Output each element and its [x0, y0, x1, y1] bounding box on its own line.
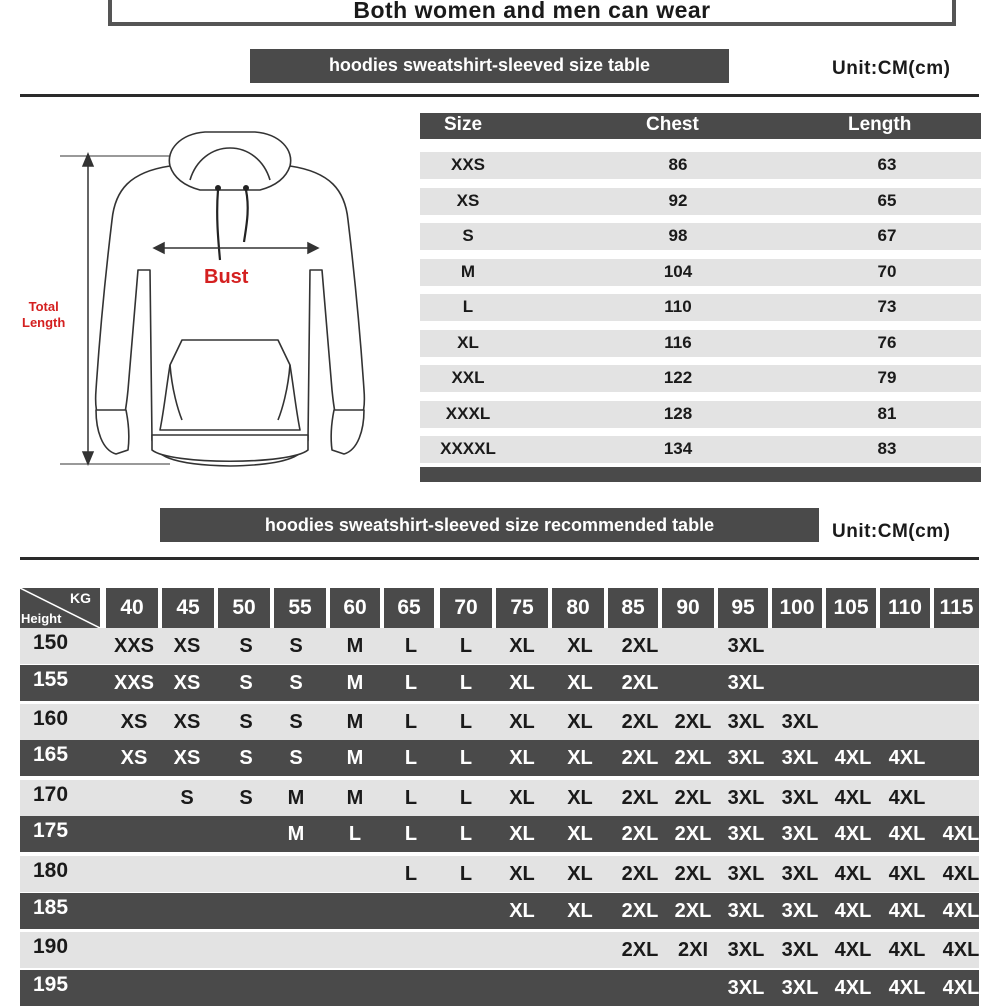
- size-chest-cell: 122: [663, 368, 693, 387]
- size-cell: 4XL: [834, 787, 872, 809]
- size-cell: 2XL: [674, 823, 712, 845]
- size-cell: 3XL: [727, 823, 765, 845]
- height-cell: 160: [33, 707, 69, 730]
- size-cell: L: [459, 711, 473, 733]
- recommend-table-banner: [160, 508, 819, 542]
- size-cell: 2XL: [674, 787, 712, 809]
- size-length-cell: 65: [877, 190, 897, 210]
- size-cell: 3XL: [781, 863, 819, 885]
- size-cell: 2XL: [621, 672, 659, 694]
- kg-header-cell: 60: [330, 588, 380, 628]
- size-cell: 2XL: [621, 787, 659, 809]
- size-size-cell: XXL: [451, 368, 485, 387]
- divider: [20, 557, 979, 560]
- divider: [20, 94, 979, 97]
- kg-header-cell: 50: [218, 588, 270, 628]
- page-title-text: Both women and men can wear: [353, 0, 711, 23]
- size-cell: L: [459, 863, 473, 885]
- size-size-cell: S: [462, 226, 474, 245]
- table-row: [420, 401, 981, 428]
- size-cell: L: [459, 672, 473, 694]
- size-chest-cell: 116: [664, 332, 692, 352]
- size-table-banner: [250, 49, 729, 83]
- size-cell: L: [459, 823, 473, 845]
- size-cell: 2XL: [621, 747, 659, 769]
- size-chest-cell: 98: [668, 226, 688, 245]
- size-cell: L: [404, 711, 418, 733]
- table-row: [420, 223, 981, 250]
- size-length-cell: 83: [877, 439, 897, 458]
- kg-header-cell: 65: [384, 588, 434, 628]
- size-cell: S: [180, 787, 194, 809]
- size-cell: L: [404, 672, 418, 694]
- table-row: [20, 932, 979, 968]
- header-size: Size: [444, 114, 483, 135]
- size-cell: S: [239, 672, 253, 694]
- size-cell: XL: [567, 672, 593, 694]
- table-row: [20, 704, 979, 740]
- size-cell: 3XL: [781, 977, 819, 999]
- size-cell: 3XL: [727, 747, 765, 769]
- height-cell: 190: [33, 935, 69, 958]
- height-cell: 175: [33, 819, 69, 842]
- size-cell: 4XL: [834, 863, 872, 885]
- size-cell: XL: [509, 787, 535, 809]
- kg-header-cell: 40: [106, 588, 158, 628]
- size-cell: XS: [173, 635, 201, 657]
- kg-header-cell: 55: [274, 588, 326, 628]
- kg-header-cell: 105: [826, 588, 876, 628]
- size-cell: 2XL: [621, 939, 659, 961]
- table-row: [420, 188, 981, 215]
- size-cell: XS: [120, 711, 148, 733]
- size-cell: XL: [509, 863, 535, 885]
- size-table-unit: Unit:CM(cm): [832, 58, 951, 79]
- size-cell: L: [348, 823, 362, 845]
- kg-header-cell: 110: [880, 588, 930, 628]
- size-cell: M: [346, 672, 364, 694]
- size-cell: 4XL: [888, 863, 926, 885]
- size-cell: 4XL: [942, 939, 980, 961]
- size-cell: 4XL: [888, 747, 926, 769]
- recommend-table-banner-text: hoodies sweatshirt-sleeved size recommended table: [264, 515, 715, 535]
- size-table-header: [420, 113, 981, 139]
- size-cell: 3XL: [727, 939, 765, 961]
- size-cell: XXS: [113, 672, 155, 694]
- size-size-cell: XL: [457, 332, 479, 352]
- size-chest-cell: 86: [668, 155, 688, 174]
- kg-header-cell: 75: [496, 588, 548, 628]
- size-cell: XL: [509, 635, 535, 657]
- size-cell: S: [239, 711, 253, 733]
- size-cell: 3XL: [781, 711, 819, 733]
- size-cell: L: [404, 823, 418, 845]
- header-length: Length: [848, 114, 912, 135]
- table-row: [20, 893, 979, 929]
- size-cell: XS: [173, 747, 201, 769]
- size-size-cell: XXXXL: [440, 439, 496, 458]
- total-length-label-line1: Total: [28, 299, 59, 314]
- size-table-banner-text: hoodies sweatshirt-sleeved size table: [328, 55, 651, 75]
- size-chest-cell: 92: [668, 190, 688, 210]
- size-cell: L: [459, 747, 473, 769]
- size-cell: XL: [509, 672, 535, 694]
- size-cell: XS: [173, 711, 201, 733]
- size-size-cell: XXXL: [445, 403, 491, 423]
- table-row: [20, 740, 979, 776]
- size-cell: 2XL: [621, 900, 659, 922]
- size-length-cell: 76: [877, 332, 897, 352]
- size-cell: L: [459, 635, 473, 657]
- size-cell: S: [289, 747, 303, 769]
- kg-header-cell: 80: [552, 588, 604, 628]
- size-cell: 4XL: [942, 863, 980, 885]
- size-cell: 4XL: [834, 900, 872, 922]
- height-cell: 165: [33, 743, 69, 766]
- size-cell: 3XL: [727, 863, 765, 885]
- size-cell: S: [289, 711, 303, 733]
- size-length-cell: 63: [877, 155, 897, 174]
- size-cell: S: [239, 747, 253, 769]
- size-cell: 4XL: [834, 823, 872, 845]
- total-length-label: [22, 299, 65, 331]
- size-cell: XL: [567, 863, 593, 885]
- size-cell: XL: [567, 900, 593, 922]
- size-cell: 2XL: [621, 635, 659, 657]
- size-cell: L: [404, 747, 418, 769]
- size-cell: 4XL: [834, 977, 872, 999]
- size-cell: 4XL: [942, 823, 980, 845]
- height-cell: 150: [33, 631, 69, 654]
- hoodie-diagram: [20, 120, 415, 480]
- height-cell: 180: [33, 859, 69, 882]
- size-cell: XL: [509, 747, 535, 769]
- size-cell: 3XL: [727, 711, 765, 733]
- size-cell: XS: [173, 672, 201, 694]
- size-size-cell: M: [460, 261, 476, 281]
- size-cell: 4XL: [888, 977, 926, 999]
- table-row: [20, 665, 979, 701]
- table-row: [20, 970, 979, 1006]
- table-row: [20, 628, 979, 664]
- size-cell: 4XL: [834, 939, 872, 961]
- size-size-cell: XXS: [450, 155, 486, 174]
- size-cell: 2XL: [621, 711, 659, 733]
- size-cell: 3XL: [727, 672, 765, 694]
- size-cell: 2XL: [621, 863, 659, 885]
- table-row: [420, 294, 981, 321]
- kg-header-cell: 115: [934, 588, 979, 628]
- size-cell: 3XL: [727, 635, 765, 657]
- size-cell: L: [404, 787, 418, 809]
- kg-header-cell: 100: [772, 588, 822, 628]
- size-cell: 2XL: [674, 900, 712, 922]
- size-cell: 3XL: [727, 900, 765, 922]
- corner-kg-label: KG: [70, 590, 91, 606]
- size-cell: 3XL: [781, 823, 819, 845]
- size-cell: 2XL: [621, 823, 659, 845]
- size-cell: L: [459, 787, 473, 809]
- size-cell: S: [239, 635, 253, 657]
- size-cell: XL: [567, 711, 593, 733]
- table-corner: [20, 588, 100, 628]
- size-chest-cell: 134: [663, 439, 693, 458]
- height-cell: 155: [33, 668, 69, 691]
- table-row: [420, 330, 981, 357]
- size-cell: 4XL: [942, 900, 980, 922]
- table-row: [20, 856, 979, 892]
- height-cell: 185: [33, 896, 69, 919]
- size-cell: M: [287, 823, 305, 845]
- size-length-cell: 73: [877, 297, 897, 316]
- size-cell: XL: [509, 823, 535, 845]
- page-title: [108, 0, 956, 26]
- size-cell: 3XL: [781, 747, 819, 769]
- size-cell: XL: [567, 787, 593, 809]
- size-cell: XL: [509, 711, 535, 733]
- size-cell: L: [404, 863, 418, 885]
- size-cell: 3XL: [727, 977, 765, 999]
- size-chest-cell: 104: [663, 261, 693, 281]
- kg-header-cell: 70: [440, 588, 492, 628]
- kg-header-cell: 95: [718, 588, 768, 628]
- total-length-label-line2: Length: [22, 315, 66, 330]
- size-cell: XL: [567, 747, 593, 769]
- size-cell: XS: [120, 747, 148, 769]
- size-cell: M: [346, 787, 364, 809]
- size-cell: 4XL: [888, 787, 926, 809]
- size-cell: M: [346, 635, 364, 657]
- table-row: [20, 816, 979, 852]
- table-row: [420, 152, 981, 179]
- size-cell: XL: [509, 900, 535, 922]
- size-cell: M: [287, 787, 305, 809]
- size-cell: S: [239, 787, 253, 809]
- size-cell: 2XL: [674, 747, 712, 769]
- size-cell: 3XL: [781, 787, 819, 809]
- table-row: [20, 780, 979, 816]
- size-cell: XL: [567, 823, 593, 845]
- size-cell: M: [346, 747, 364, 769]
- size-cell: 3XL: [727, 787, 765, 809]
- kg-header-cell: 45: [162, 588, 214, 628]
- header-chest: Chest: [646, 114, 699, 135]
- size-cell: 3XL: [781, 939, 819, 961]
- size-cell: L: [404, 635, 418, 657]
- size-length-cell: 81: [877, 403, 897, 423]
- size-cell: M: [346, 711, 364, 733]
- size-cell: 4XL: [834, 747, 872, 769]
- size-cell: S: [289, 635, 303, 657]
- kg-header-cell: 85: [608, 588, 658, 628]
- size-cell: 4XL: [888, 900, 926, 922]
- size-length-cell: 70: [877, 261, 897, 281]
- size-cell: 4XL: [888, 939, 926, 961]
- table-row: [420, 365, 981, 392]
- size-cell: XXS: [113, 635, 155, 657]
- size-cell: 4XL: [942, 977, 980, 999]
- corner-height-label: Height: [21, 611, 62, 626]
- size-cell: 2XI: [677, 939, 709, 961]
- recommend-table-unit: Unit:CM(cm): [832, 521, 951, 542]
- size-table-footer: [420, 467, 981, 482]
- size-cell: 2XL: [674, 863, 712, 885]
- height-cell: 195: [33, 973, 69, 996]
- size-chest-cell: 110: [664, 297, 692, 316]
- table-row: [420, 436, 981, 463]
- kg-header-cell: 90: [662, 588, 714, 628]
- bust-label: Bust: [204, 266, 249, 288]
- size-length-cell: 79: [877, 368, 897, 387]
- size-length-cell: 67: [877, 226, 897, 245]
- height-cell: 170: [33, 783, 69, 806]
- table-row: [420, 259, 981, 286]
- size-cell: 3XL: [781, 900, 819, 922]
- size-cell: S: [289, 672, 303, 694]
- size-chest-cell: 128: [663, 403, 693, 423]
- size-size-cell: XS: [456, 190, 480, 210]
- size-cell: XL: [567, 635, 593, 657]
- size-cell: 2XL: [674, 711, 712, 733]
- size-cell: 4XL: [888, 823, 926, 845]
- size-size-cell: L: [462, 297, 474, 316]
